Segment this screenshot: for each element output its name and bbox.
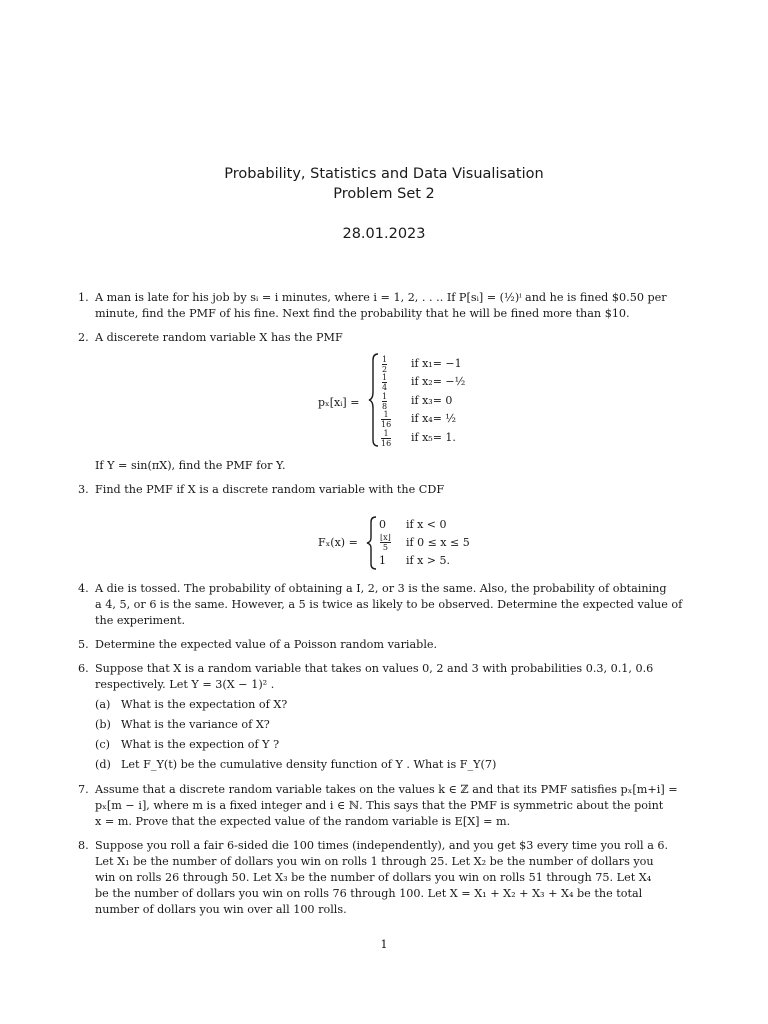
pmf-row (381, 429, 391, 448)
page-number: 1 (380, 938, 388, 951)
problem-6 (78, 661, 680, 693)
problem-number: 2. (78, 331, 89, 344)
pmf-row (382, 373, 387, 392)
problem-text-line: Let X₁ be the number of dollars you win on rolls 1 through 25. Let X₂ be the number of dollars you (95, 855, 654, 868)
problem-number: 7. (78, 783, 89, 796)
fraction: $\frac{⌊x⌋}{5}$ (380, 533, 391, 552)
fraction: $\frac{1}{16}$ (381, 429, 392, 448)
problem-text-line: A discerete random variable X has the PMF (95, 331, 343, 344)
course-title: Probability, Statistics and Data Visualisation (224, 166, 544, 182)
subitem-label: (b) (95, 718, 111, 731)
problem-number: 4. (78, 582, 89, 595)
problem-text-line: Find the PMF if X is a discrete random variable with the CDF (95, 483, 445, 496)
problem-text-line: be the number of dollars you win on rolls 76 through 100. Let X = X₁ + X₂ + X₃ + X₄ be the total (95, 887, 643, 900)
subitem-text: What is the variance of X? (121, 718, 270, 731)
problem-number: 8. (78, 839, 89, 852)
date: 28.01.2023 (342, 226, 426, 242)
problem-text-line: a 4, 5, or 6 is the same. However, a 5 is twice as likely to be observed. Determine the expected value of (95, 598, 683, 611)
problem-text-line: x = m. Prove that the expected value of the random variable is E[X] = m. (95, 815, 511, 828)
subitem-c (95, 737, 279, 753)
problem-text-line: Assume that a discrete random variable takes on the values k ∈ ℤ and that its PMF satisfies pₓ[m+i] = (95, 783, 678, 796)
problem-text-line: Suppose that X is a random variable that takes on values 0, 2 and 3 with probabilities 0.3, 0.1, 0.6 (95, 662, 654, 675)
cdf-condition: if x > 5. (406, 554, 450, 567)
problem-text-line: pₓ[m − i], where m is a fixed integer and i ∈ ℕ. This says that the PMF is symmetric about the point (95, 799, 664, 812)
pmf-condition: if x₅= 1. (411, 431, 456, 444)
subitem-d (95, 757, 496, 773)
problem-text-line: respectively. Let Y = 3(X − 1)² . (95, 678, 275, 691)
subitem-label: (a) (95, 698, 111, 711)
problem-7 (78, 782, 680, 830)
subitem-text: What is the expectation of X? (121, 698, 288, 711)
fraction: $\frac{1}{2}$ (382, 355, 388, 374)
problem-4 (78, 581, 683, 629)
pmf-condition: if x₃= 0 (411, 394, 453, 407)
problem-text-line: Suppose you roll a fair 6-sided die 100 times (independently), and you get $3 every time you roll a 6. (95, 839, 669, 852)
cdf-lhs: Fₓ(x) = (318, 536, 358, 549)
pmf-condition: if x₁= −1 (411, 357, 462, 370)
subitem-text: What is the expection of Y ? (121, 738, 280, 751)
problem-text-line: A man is late for his job by sᵢ = i minutes, where i = 1, 2, . . .. If P[sᵢ] = (½)ⁱ and he is fined $0.50 per (95, 291, 667, 304)
problem-text-line: A die is tossed. The probability of obtaining a I, 2, or 3 is the same. Also, the probability of obtaining (95, 582, 667, 595)
cdf-row (380, 533, 391, 552)
left-brace-icon (366, 515, 378, 571)
subitem-label: (d) (95, 758, 111, 771)
problem-number: 5. (78, 638, 89, 651)
problem-number: 3. (78, 483, 89, 496)
subitem-text: Let F_Y(t) be the cumulative density function of Y . What is F_Y(7) (121, 758, 497, 771)
problem-number: 6. (78, 662, 89, 675)
problem-number: 1. (78, 291, 89, 304)
pmf-condition: if x₂= −½ (411, 375, 466, 388)
fraction: $\frac{1}{4}$ (382, 373, 388, 392)
problem-text-line: number of dollars you win over all 100 rolls. (95, 903, 347, 916)
subitem-b (95, 717, 270, 733)
problem-1 (78, 290, 680, 322)
cdf-condition: if x < 0 (406, 518, 447, 531)
problem-2-followup (95, 458, 680, 474)
problem-text-line: the experiment. (95, 614, 186, 627)
subitem-label: (c) (95, 738, 110, 751)
subitem-a (95, 697, 287, 713)
problem-set-title: Problem Set 2 (333, 186, 435, 202)
cdf-value: 1 (379, 554, 386, 567)
problem-5 (78, 637, 680, 653)
problem-text-line: win on rolls 26 through 50. Let X₃ be the number of dollars you win on rolls 51 through 75. Let X₄ (95, 871, 652, 884)
pmf-row (382, 355, 387, 374)
pmf-row (381, 410, 391, 429)
problem-2 (78, 330, 680, 346)
problem-3 (78, 482, 680, 498)
problem-text-line: If Y = sin(πX), find the PMF for Y. (95, 459, 286, 472)
fraction: $\frac{1}{8}$ (382, 392, 388, 411)
cdf-condition: if 0 ≤ x ≤ 5 (406, 536, 470, 549)
fraction: $\frac{1}{16}$ (381, 410, 392, 429)
problem-8 (78, 838, 680, 918)
cdf-value: 0 (379, 518, 386, 531)
problem-text-line: minute, find the PMF of his fine. Next find the probability that he will be fined more than $10. (95, 307, 630, 320)
problem-text-line: Determine the expected value of a Poisson random variable. (95, 638, 438, 651)
pmf-lhs: pₓ[xᵢ] = (318, 396, 360, 409)
pmf-row (382, 392, 387, 411)
pmf-condition: if x₄= ½ (411, 412, 457, 425)
left-brace-icon (368, 352, 380, 448)
